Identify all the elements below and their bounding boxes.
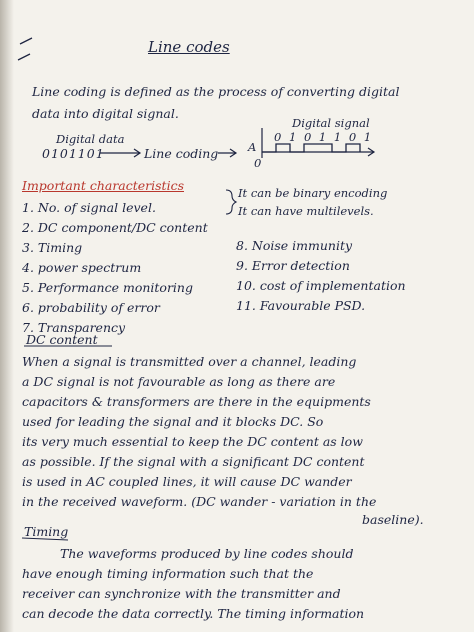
timing-line-3: receiver can synchronize with the transmitter and xyxy=(22,586,341,601)
dc-line-9: baseline). xyxy=(362,512,424,527)
margin-mark-1 xyxy=(20,38,32,44)
note-line-1: It can be binary encoding xyxy=(238,186,388,200)
digital-data-label: Digital data xyxy=(56,132,125,146)
digital-signal-label: Digital signal xyxy=(292,116,370,130)
line-coding-block: Line coding xyxy=(144,146,219,161)
signal-waveform xyxy=(262,144,360,152)
characteristics-heading: Important characteristics xyxy=(22,178,184,193)
dc-line-2: a DC signal is not favourable as long as there are xyxy=(22,374,336,389)
char-item-3: 3. Timing xyxy=(22,240,83,255)
intro-line-2: data into digital signal. xyxy=(32,106,179,121)
char-item-8: 8. Noise immunity xyxy=(236,238,353,253)
timing-line-2: have enough timing information such that the xyxy=(22,566,314,581)
char-item-4: 4. power spectrum xyxy=(22,260,142,275)
char-item-5: 5. Performance monitoring xyxy=(22,280,193,295)
timing-heading: Timing xyxy=(24,524,69,539)
char-item-11: 11. Favourable PSD. xyxy=(236,298,366,313)
char-item-2: 2. DC component/DC content xyxy=(22,220,208,235)
dc-line-7: is used in AC coupled lines, it will cause DC wander xyxy=(22,474,352,489)
dc-line-6: as possible. If the signal with a significant DC content xyxy=(22,454,365,469)
dc-heading: DC content xyxy=(26,332,98,347)
char-item-10: 10. cost of implementation xyxy=(236,278,406,293)
axis-zero-label: 0 xyxy=(254,156,262,170)
digital-data-bits: 0101101 xyxy=(42,146,105,161)
intro-line-1: Line coding is defined as the process of converting digital xyxy=(32,84,400,99)
signal-bits: 0 1 0 1 1 0 1 xyxy=(274,130,374,144)
timing-line-4: can decode the data correctly. The timing information xyxy=(22,606,365,621)
dc-line-1: When a signal is transmitted over a channel, leading xyxy=(22,354,357,369)
char-item-9: 9. Error detection xyxy=(236,258,350,273)
char-item-7: 7. Transparency xyxy=(22,320,126,335)
dc-line-8: in the received waveform. (DC wander - variation in the xyxy=(22,494,377,509)
margin-mark-2 xyxy=(18,54,30,60)
timing-line-1: The waveforms produced by line codes should xyxy=(60,546,354,561)
dc-line-5: its very much essential to keep the DC content as low xyxy=(22,434,363,449)
char-item-1: 1. No. of signal level. xyxy=(22,200,156,215)
note-brace xyxy=(226,190,236,214)
page-title: Line codes xyxy=(148,38,230,56)
dc-line-4: used for leading the signal and it blocks DC. So xyxy=(22,414,324,429)
dc-line-3: capacitors & transformers are there in the equipments xyxy=(22,394,371,409)
note-line-2: It can have multilevels. xyxy=(238,204,374,218)
char-item-6: 6. probability of error xyxy=(22,300,160,315)
axis-a-label: A xyxy=(248,140,257,154)
